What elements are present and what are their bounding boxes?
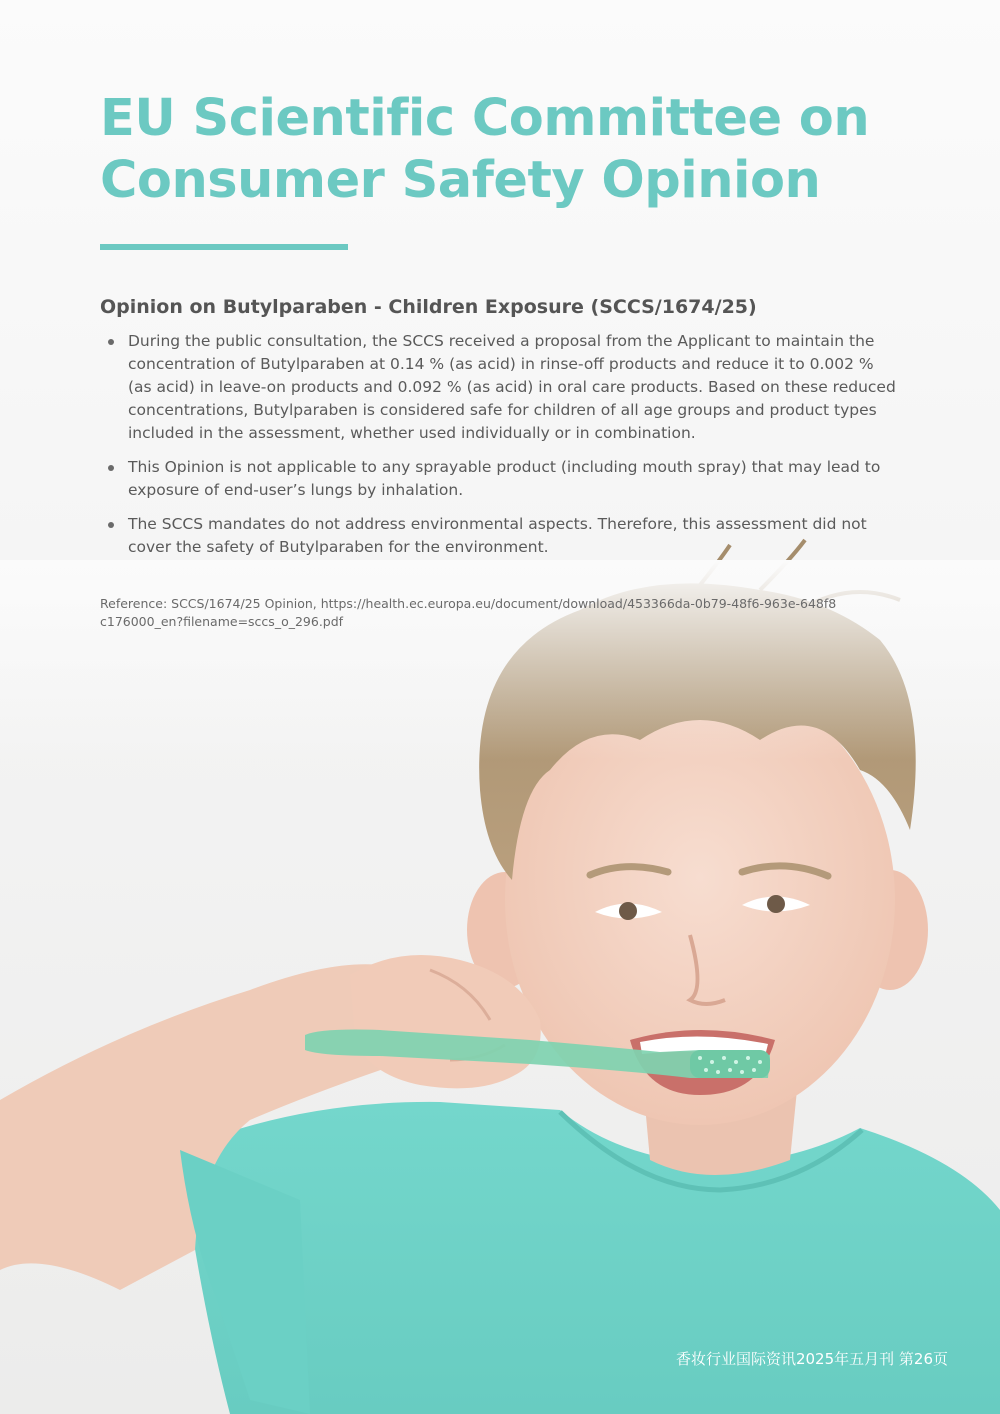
page-title: [100, 88, 900, 212]
bullet-item: This Opinion is not applicable to any sprayable product (including mouth spray) that may lead to exposure of end-user’s lungs by inhalation.: [100, 456, 900, 502]
title-line-2: Consumer Safety Opinion: [100, 151, 821, 210]
reference-note: Reference: SCCS/1674/25 Opinion, https://health.ec.europa.eu/document/download/453366da-0b79-48f6-963e-648f8c176000_en?filename=sccs_o_296.pdf: [100, 596, 837, 629]
title-line-1: EU Scientific Committee on: [100, 89, 870, 148]
bullet-item: During the public consultation, the SCCS received a proposal from the Applicant to maintain the concentration of Butylparaben at 0.14 % (as acid) in rinse-off products and reduce it to 0.002 % (as acid) in leave-on products and 0.092 % (as acid) in oral care products. Based on these reduced concentrations, Butylparaben is considered safe for children of all age groups and product types included in the assessment, whether used individually or in combination.: [100, 330, 900, 445]
bullet-list: [100, 330, 900, 559]
section-heading: Opinion on Butylparaben - Children Exposure (SCCS/1674/25): [100, 296, 757, 318]
article-content: [100, 88, 900, 631]
bullet-item: The SCCS mandates do not address environmental aspects. Therefore, this assessment did not cover the safety of Butylparaben for the environment.: [100, 513, 900, 559]
page-footer: 香妆行业国际资讯2025年五月刊 第26页: [675, 1350, 948, 1368]
title-underline: [100, 244, 348, 250]
